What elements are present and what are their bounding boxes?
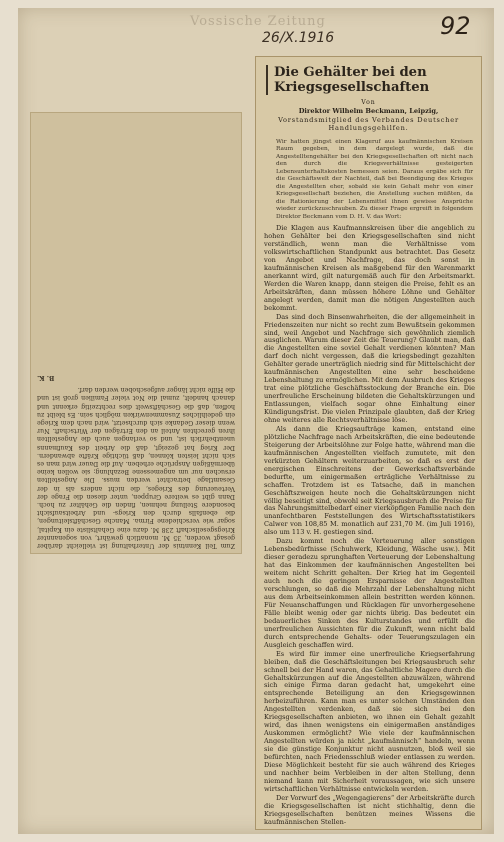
article-clipping — [255, 56, 482, 830]
handwritten-date: 26/X.1916 — [262, 30, 335, 46]
article-body — [256, 225, 481, 826]
article-paragraph: Die Klagen aus Kaufmannskreisen über die angeblich zu hohen Gehälter bei den Kriegsgesellschaften sind nicht verständlich, wenn man die Verhältnisse vom volkswirtschaftlichen Standpunkt aus betrachtet. Das Gesetz von Angebot und Nachfrage, das doch sonst in kaufmännischen Kreisen als maßgebend für den Warenmarkt anerkannt wird, gilt naturgemäß auch für den Arbeitsmarkt. Werden die Waren knapp, dann steigen die Preise, fehlt es an Arbeitskräften, dann müssen höhere Löhne und Gehälter angelegt werden, damit man die nötigen Angestellten auch bekommt. — [264, 224, 475, 312]
upside-down-text-block — [31, 113, 241, 553]
article-paragraph: Es wird für immer eine unerfreuliche Kriegserfahrung bleiben, daß die Geschäftsleitungen bei Kriegsausbruch sehr schnell bei der Hand waren, das Gehaltliche Magere durch die Gehaltskürzungen auf die Angestellten abzuwälzen, während sich einige Firma daran gedacht hat, umgekehrt eine entsprechende Beteiligung an den Kriegsgewinnen herbeizuführen. Kann man es unter solchen Umständen den Angestellten verdenken, daß sie sich bei den Kriegsgesellschaften anbieten, wo ihnen ein Gehalt gezahlt wird, das ihnen wenigstens ein einigermaßen anständiges Auskommen ermöglicht? Wie viele der kaufmännischen Angestellten würden ja nicht „kaufmännisch“ handeln, wenn sie die günstige Konjunktur nicht ausnutzen, bloß weil sie befürchten, nach Friedensschluß wieder entlassen zu werden. Diese Möglichkeit besteht für sie auch während des Krieges und nachher beim Verbleiben in der alten Stellung, denn niemand kann mit Sicherheit voraussagen, wie sich unsere wirtschaftlichen Verhältnisse entwickeln werden. — [264, 649, 475, 793]
handwritten-page-number: 92 — [440, 12, 471, 40]
reverse-side-clipping — [30, 112, 242, 554]
article-title: Die Gehälter bei den Kriegsgesellschaften — [266, 65, 475, 95]
article-paragraph: Der Vorwurf des „Wegengagierens“ der Arbeitskräfte durch die Kriegsgesellschaften ist nicht stichhaltig, denn die Kriegsgesellschaften benützen meines Wissens die kaufmännischen Stellen- — [264, 793, 475, 826]
article-paragraph: Als dann die Kriegsaufträge kamen, entstand eine plötzliche Nachfrage nach Arbeitskräften, die eine bedeutende Steigerung der Arbeitslöhne zur Folge hatte, während man die kaufmännischen Angestellten vielfach zumutete, mit den verkürzten Gehältern weiterzuarbeiten, so daß es erst der energischen Einschreitens der Gewerkschaftsverbände bedurfte, um einigermaßen erträgliche Verhältnisse zu schaffen. Trotzdem ist es Tatsache, daß in manchen Geschäftszweigen heute noch die Gehaltskürzungen nicht völlig beseitigt sind, obwohl seit Kriegsausbruch die Preise für das Nahrungsmittelbedarf einer vierköpfigen Familie nach den unanfechtbaren Feststellungen des Wirtschaftsstatistikers Calwer von 108,85 M. monatlich auf 231,70 M. (im Juli 1916), also um 113 v. H. gestiegen sind. — [264, 424, 475, 537]
article-paragraph: Dazu kommt noch die Verteuerung aller sonstigen Lebensbedürfnisse (Schuhwerk, Kleidung, Wäsche usw.). Mit dieser geradezu sprunghaften Verteuerung der Lebenshaltung hat das Einkommen der kaufmännischen Angestellten bei weitem nicht Schritt gehalten. Der Krieg hat im Gegenteil auch noch die geringen Ersparnisse der Angestellten verschlungen, so daß die Mehrzahl der Lebenshaltung nicht aus dem Arbeitseinkommen allein bestritten werden können. Für Neuanschaffungen und Rücklagen für unvorhergesehene Fälle bleibt wenig oder gar nichts übrig. Das bedeutet ein bedauerliches Sinken des Kulturstandes und erfüllt die unerfreulichen Aussichten für die Zukunft, wenn nicht bald durch entsprechende Gehalts- oder Teuerungszulagen ein Ausgleich geschaffen wird. — [264, 537, 475, 649]
author-name: Direktor Wilhelm Beckmann, Leipzig, — [298, 107, 439, 116]
reverse-clipping-signature: B. K. — [37, 373, 55, 381]
article-intro: Wir hatten jüngst einen Klageruf aus kaufmännischen Kreisen Raum gegeben, in dem dargelegt wurde, daß die Angestelltengehälter bei den Kriegsgesellschaften oft nicht nach den durch die Kriegsverhältnisse gesteigerten Lebensunterhaltskosten bemessen seien. Daraus ergäbe sich für die Geschäftswelt der Nachteil, daß bei Beendigung des Krieges die Angestellten eher, sobald sie kein Gehalt mehr von einer Kriegsgesellschaft beziehen, die Anstellung suchen müßten, da die Rationierung der Lebensmittel ihnen gewisse Ansprüche wieder zurückzuschrauben. Zu dieser Frage ergreift in folgendem Direktor Beckmann vom D. H. V. das Wort: — [276, 138, 473, 220]
reverse-clipping-text: Zum Teil Kenntnis der Unterhaltung ist vielleicht darüber gesagt worden, 35 M. monatlich gewährt, von sogenannter Kriegsgesellschaft 238 M. dazu eine Gehaltsliste ein Kapital, sogar wie verschiedene Firma. Manche Geschäftsleitungen, die ebenfalls durch den Kriegs- und Arbeitsaufsicht besondere Stellung nehmen, finden die Gehälter zu hoch. Dann gibt es weitere Gruppen, unter diesen die Frage der Verteuerung des Krieges, die nicht anders als in der Gesamtlage betrachtet werden muss. Die Angestellten ersuchen nur um angemessene Bezahlung; sie wollen keine übermäßigen Ansprüche erheben. Auf die Dauer wird man es sich nicht leisten können, daß tüchtige Kräfte abwandern. Der Krieg hat gezeigt, daß die Arbeit des Kaufmanns unentbehrlich ist, und so verlangen auch die Angestellten ihren gerechten Anteil an den Erträgen der Wirtschaft. Nur wenn dieser Gedanke sich durchsetzt, wird nach dem Kriege ein gedeihliches Zusammenwirken möglich sein. Es bleibt zu hoffen, daß die Geschäftswelt dies rechtzeitig erkennt und danach handelt, zumal die Not vieler Familien groß ist und die Hilfe nicht länger aufgeschoben werden darf. — [37, 386, 235, 549]
byline — [262, 99, 475, 133]
article-paragraph: Das sind doch Binsenwahrheiten, die der allgemeinheit in Friedenszeiten nur nicht so recht zum Bewußtsein gekommen sind, weil Angebot und Nachfrage sich gewöhnlich ziemlich ausglichen. Warum dieser Zeit die Teuerung? Glaubt man, daß die Angestellten eine soviel Gehalt verdienen könnten? Man darf doch nicht vergessen, daß die kriegsbedingt gezahlten Gehälter gerade unerträglich niedrig sind für Mittelschicht der kaufmännischen Angestellten eine sehr bescheidene Lebenshaltung zu ermöglichen. Mit dem Ausbruch des Krieges trat eine plötzliche Geschäftsstockung der Branche ein. Die unerfreuliche Erscheinung bildeten die Gehaltskürzungen und Entlassungen, vielfach sogar ohne Einhaltung einer Kündigungsfrist. Die vielen Prinzipale glaubten, daß der Krieg ohne weiteres alle Rechtsverhältnisse löse. — [264, 312, 475, 424]
author-position: Vorstandsmitglied des Verbandes Deutscher Handlungsgehilfen. — [278, 115, 459, 133]
byline-von: Von — [361, 99, 376, 106]
newspaper-masthead: Vossische Zeitung — [190, 14, 326, 29]
